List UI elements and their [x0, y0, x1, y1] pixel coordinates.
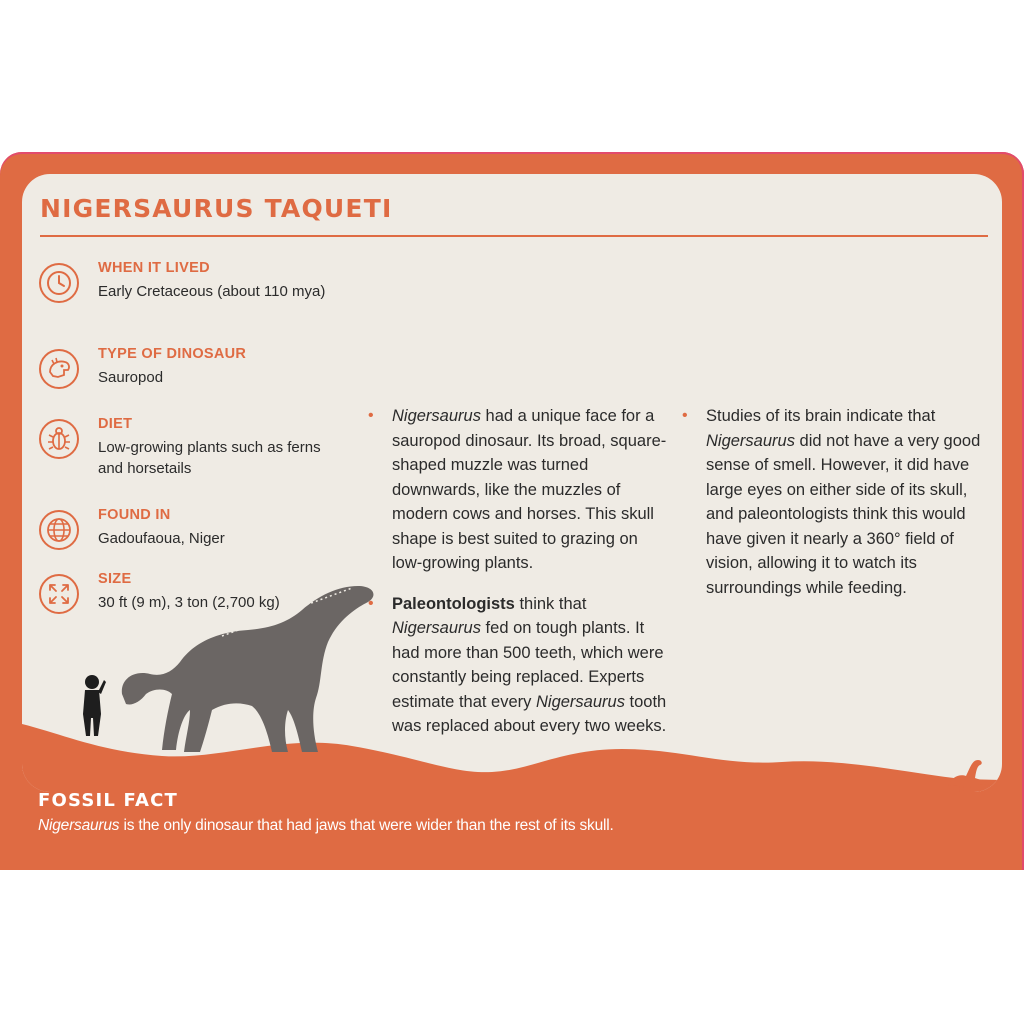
bullet-dot: • — [682, 407, 688, 424]
info-panel — [22, 174, 1002, 792]
fact-label: WHEN IT LIVED — [98, 260, 210, 276]
fact-value: Low-growing plants such as ferns and horsetails — [98, 439, 321, 477]
text-column-middle — [368, 404, 668, 755]
emphasis-genus: Nigersaurus — [392, 407, 481, 425]
fact-value: Gadoufaoua, Niger — [98, 530, 225, 547]
fossil-fact-text — [38, 817, 988, 835]
beetle-icon — [38, 418, 80, 460]
expand-arrows-icon — [38, 573, 80, 615]
bullet-text: had a unique face for a sauropod dinosaur. Its broad, square-shaped muzzle was turned downwards, like the muzzles of modern cows and horses. This skull shape is best suited to grazing on low-growing plants. — [392, 407, 667, 572]
bullet-text: think that — [514, 594, 587, 613]
emphasis-genus: Nigersaurus — [535, 692, 625, 711]
globe-icon — [38, 509, 80, 551]
emphasis-genus: Nigersaurus — [38, 817, 120, 834]
dinosaur-card — [0, 152, 1024, 870]
bullet-unique-face — [368, 404, 668, 576]
bullet-text: Studies of its brain indicate that — [706, 407, 936, 425]
fact-value: Sauropod — [98, 369, 164, 386]
sauropod-corner-icon — [944, 756, 992, 794]
fact-label: DIET — [98, 416, 133, 432]
fossil-fact-body: is the only dinosaur that had jaws that were wider than the rest of its skull. — [119, 817, 614, 834]
fact-label: FOUND IN — [98, 507, 171, 523]
clock-icon — [38, 262, 80, 304]
fossil-fact-heading: FOSSIL FACT — [38, 790, 178, 811]
bullet-text: tooth was replaced about every two weeks. — [392, 692, 667, 735]
bullet-dot: • — [368, 594, 374, 612]
dinosaur-head-icon — [38, 348, 80, 390]
bullet-brain — [682, 404, 982, 600]
title-divider — [40, 235, 988, 237]
fact-value: 30 ft (9 m), 3 ton (2,700 kg) — [98, 594, 280, 611]
bullet-text: did not have a very good sense of smell. However, it did have large eyes on either side of its skull, and paleontologists think this would have given it nearly a 360° field of vision, allowing it to watch its surroundings while feeding. — [706, 431, 981, 597]
fact-label: SIZE — [98, 571, 132, 587]
bullet-teeth — [368, 592, 668, 739]
fact-label: TYPE OF DINOSAUR — [98, 346, 247, 362]
emphasis-genus: Nigersaurus — [392, 619, 481, 637]
fossil-fact — [38, 790, 988, 835]
emphasis-genus: Nigersaurus — [706, 431, 795, 450]
card-title: NIGERSAURUS TAQUETI — [40, 194, 393, 223]
text-column-right — [682, 404, 982, 616]
human-silhouette — [83, 675, 106, 736]
fact-value: Early Cretaceous (about 110 mya) — [98, 283, 326, 300]
strong-paleontologists: Paleontologists — [392, 594, 515, 613]
bullet-text: fed on tough plants. It had more than 500 teeth, which were constantly being replaced. Experts estimate that every — [392, 619, 664, 711]
bullet-dot: • — [368, 407, 374, 424]
